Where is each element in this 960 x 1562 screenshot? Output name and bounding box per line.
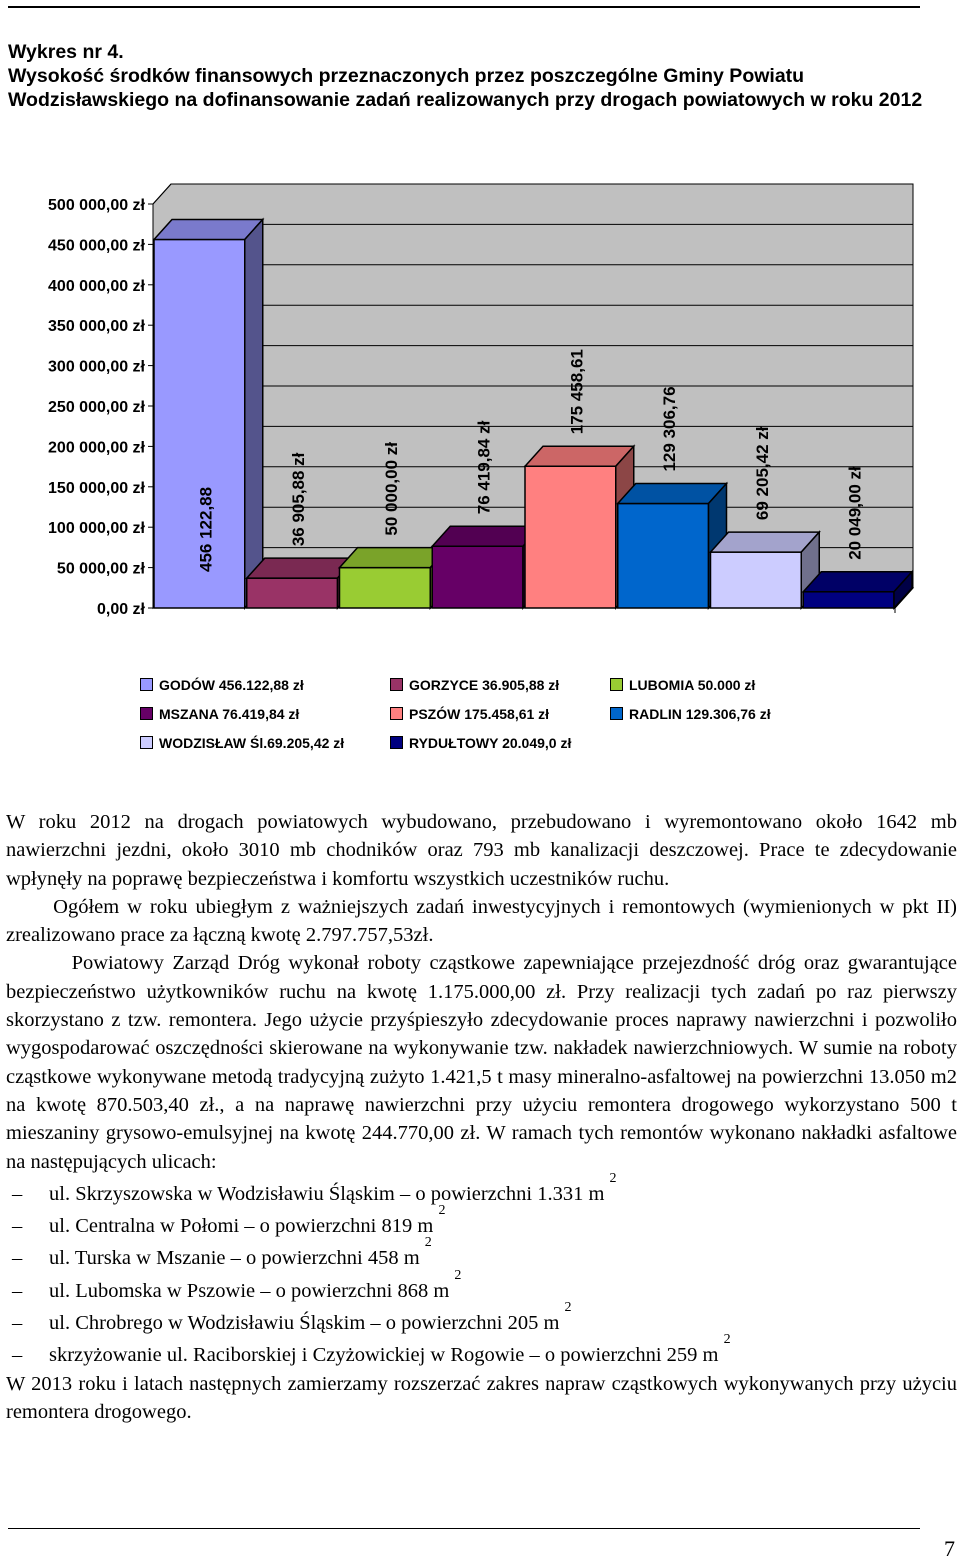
y-tick-label: 50 000,00 zł — [56, 560, 145, 578]
legend-item — [390, 676, 559, 694]
bar-value-label: 456 122,88 — [196, 486, 216, 572]
bar-value-label: 69 205,42 zł — [752, 426, 772, 521]
superscript: 2 — [454, 1267, 462, 1283]
dash-bullet: – — [12, 1247, 23, 1270]
bar-top — [711, 532, 820, 552]
paragraph-2: Ogółem w roku ubiegłym z ważniejszych zadań inwestycyjnych i remontowych (wymienionych w pkt II) zrealizowano prace za łączną kwotę 2.797.757,53zł. — [6, 895, 957, 947]
y-tick-label: 200 000,00 zł — [48, 439, 145, 457]
street-list-item — [6, 1332, 957, 1369]
bar-value-label: 20 049,00 zł — [845, 466, 865, 560]
legend-item — [390, 734, 571, 752]
legend-label: GORZYCE 36.905,88 zł — [409, 677, 560, 693]
legend-label: RYDUŁTOWY 20.049,0 zł — [409, 735, 572, 751]
street-list-item — [6, 1300, 957, 1337]
legend-item — [610, 676, 755, 694]
dash-bullet: – — [12, 1312, 23, 1335]
bar-top — [154, 219, 263, 239]
dash-bullet: – — [12, 1215, 23, 1238]
page-number: 7 — [944, 1536, 955, 1561]
superscript: 2 — [564, 1300, 572, 1316]
bar — [803, 592, 894, 608]
street-list-text: ul. Centralna w Połomi – o powierzchni 819 m — [49, 1215, 439, 1238]
superscript: 2 — [609, 1170, 617, 1186]
legend-label: RADLIN 129.306,76 zł — [629, 706, 771, 722]
legend-swatch — [140, 736, 153, 749]
caption-line-1: Wykres nr 4. — [8, 41, 124, 63]
legend-item — [140, 705, 299, 723]
y-tick-label: 100 000,00 zł — [48, 520, 145, 538]
bar — [711, 552, 802, 608]
bottom-rule — [8, 1528, 920, 1529]
street-list — [6, 1170, 957, 1370]
top-rule — [8, 6, 920, 8]
bar-top — [618, 484, 727, 504]
legend-swatch — [140, 678, 153, 691]
bar — [525, 466, 616, 608]
paragraph-3: Powiatowy Zarząd Dróg wykonał roboty cząstkowe zapewniające przejezdność dróg oraz gwarantujące bezpieczeństwo użytkowników ruchu na kwotę 1.175.000,00 zł. Przy realizacji tych zadań po raz pierwszy skorzystano z tzw. remontera. Jego użycie przyśpieszyło zdecydowanie proces naprawy nawierzchni i pozwoliło wygospodarować oszczędności skierowane na wykonywanie tzw. nakładek nawierzchniowych. W sumie na roboty cząstkowe wykonywane metodą tradycyjną zużyto 1.421,5 t masy mineralno-asfaltowej na powierzchni 13.050 m2 na kwotę 870.503,40 zł., a na naprawę nawierzchni przy użyciu remontera drogowego wykorzystano 500 t mieszaniny grysowo-emulsyjnej na kwotę 244.770,00 zł. W ramach tych remontów wykonano nakładki asfaltowe na następujących ulicach: — [6, 952, 957, 1173]
dash-bullet: – — [12, 1182, 23, 1205]
legend-swatch — [610, 678, 623, 691]
dash-bullet: – — [12, 1344, 23, 1367]
bar — [247, 578, 338, 608]
street-list-text: skrzyżowanie ul. Raciborskiej i Czyżowickiej w Rogowie – o powierzchni 259 m — [49, 1344, 724, 1367]
legend-label: WODZISŁAW Śl.69.205,42 zł — [159, 735, 345, 751]
legend-item — [140, 734, 344, 752]
bar — [432, 546, 523, 608]
y-tick-label: 450 000,00 zł — [48, 237, 145, 255]
street-list-text: ul. Turska w Mszanie – o powierzchni 458 m — [49, 1247, 425, 1270]
y-tick-label: 150 000,00 zł — [48, 479, 145, 497]
street-list-text: ul. Skrzyszowska w Wodzisławiu Śląskim – o powierzchni 1.331 m — [49, 1182, 610, 1205]
bar-value-label: 76 419,84 zł — [474, 420, 494, 515]
body-text — [6, 808, 957, 1426]
legend-swatch — [390, 736, 403, 749]
caption-line-3: Wodzisławskiego na dofinansowanie zadań realizowanych przy drogach powiatowych w roku 2012 — [8, 89, 923, 111]
bar-value-label: 175 458,61 — [567, 349, 587, 435]
legend-label: GODÓW 456.122,88 zł — [159, 677, 304, 693]
street-list-item — [6, 1203, 957, 1240]
bar-side — [245, 219, 263, 608]
bar — [618, 504, 709, 608]
street-list-item — [6, 1267, 957, 1305]
y-tick-label: 0,00 zł — [96, 601, 145, 618]
legend-label: PSZÓW 175.458,61 zł — [409, 706, 550, 722]
superscript: 2 — [438, 1203, 446, 1219]
legend-swatch — [610, 707, 623, 720]
y-tick-label: 350 000,00 zł — [48, 318, 145, 336]
bar-value-label: 129 306,76 — [660, 386, 680, 472]
y-tick-label: 500 000,00 zł — [48, 197, 145, 214]
chart-caption — [8, 40, 948, 112]
bar-chart — [0, 180, 960, 640]
y-tick-label: 400 000,00 zł — [48, 277, 145, 295]
paragraph-1: W roku 2012 na drogach powiatowych wybudowano, przebudowano i wyremontowano około 1642 mb nawierzchni jezdni, około 3010 mb chodników oraz 793 mb kanalizacji deszczowej. Prace te zdecydowanie wpłynęły na poprawę bezpieczeństwa i komfortu wszystkich uczestników ruchu. — [6, 811, 957, 890]
legend-swatch — [390, 678, 403, 691]
y-tick-label: 250 000,00 zł — [48, 399, 145, 416]
street-list-text: ul. Lubomska w Pszowie – o powierzchni 868 m — [49, 1279, 455, 1302]
legend-label: LUBOMIA 50.000 zł — [629, 677, 756, 693]
paragraph-4: W 2013 roku i latach następnych zamierzamy rozszerzać zakres napraw cząstkowych wykonywanych przy użyciu remontera drogowego. — [6, 1372, 957, 1423]
street-list-text: ul. Chrobrego w Wodzisławiu Śląskim – o powierzchni 205 m — [49, 1312, 565, 1335]
legend-item — [610, 705, 771, 723]
street-list-item — [6, 1170, 957, 1208]
legend-item — [140, 676, 304, 694]
bar-value-label: 50 000,00 zł — [381, 442, 401, 536]
bar-top — [803, 572, 912, 592]
bar — [340, 568, 431, 608]
caption-line-2: Wysokość środków finansowych przeznaczonych przez poszczególne Gminy Powiatu — [8, 65, 805, 87]
legend-swatch — [390, 707, 403, 720]
y-tick-label: 300 000,00 zł — [48, 358, 145, 376]
legend-label: MSZANA 76.419,84 zł — [159, 706, 300, 722]
legend-item — [390, 705, 549, 723]
bar-value-label: 36 905,88 zł — [289, 452, 309, 547]
dash-bullet: – — [12, 1279, 23, 1302]
superscript: 2 — [424, 1235, 432, 1251]
bar-top — [525, 446, 634, 466]
legend-swatch — [140, 707, 153, 720]
superscript: 2 — [723, 1332, 731, 1348]
street-list-item — [6, 1235, 957, 1272]
